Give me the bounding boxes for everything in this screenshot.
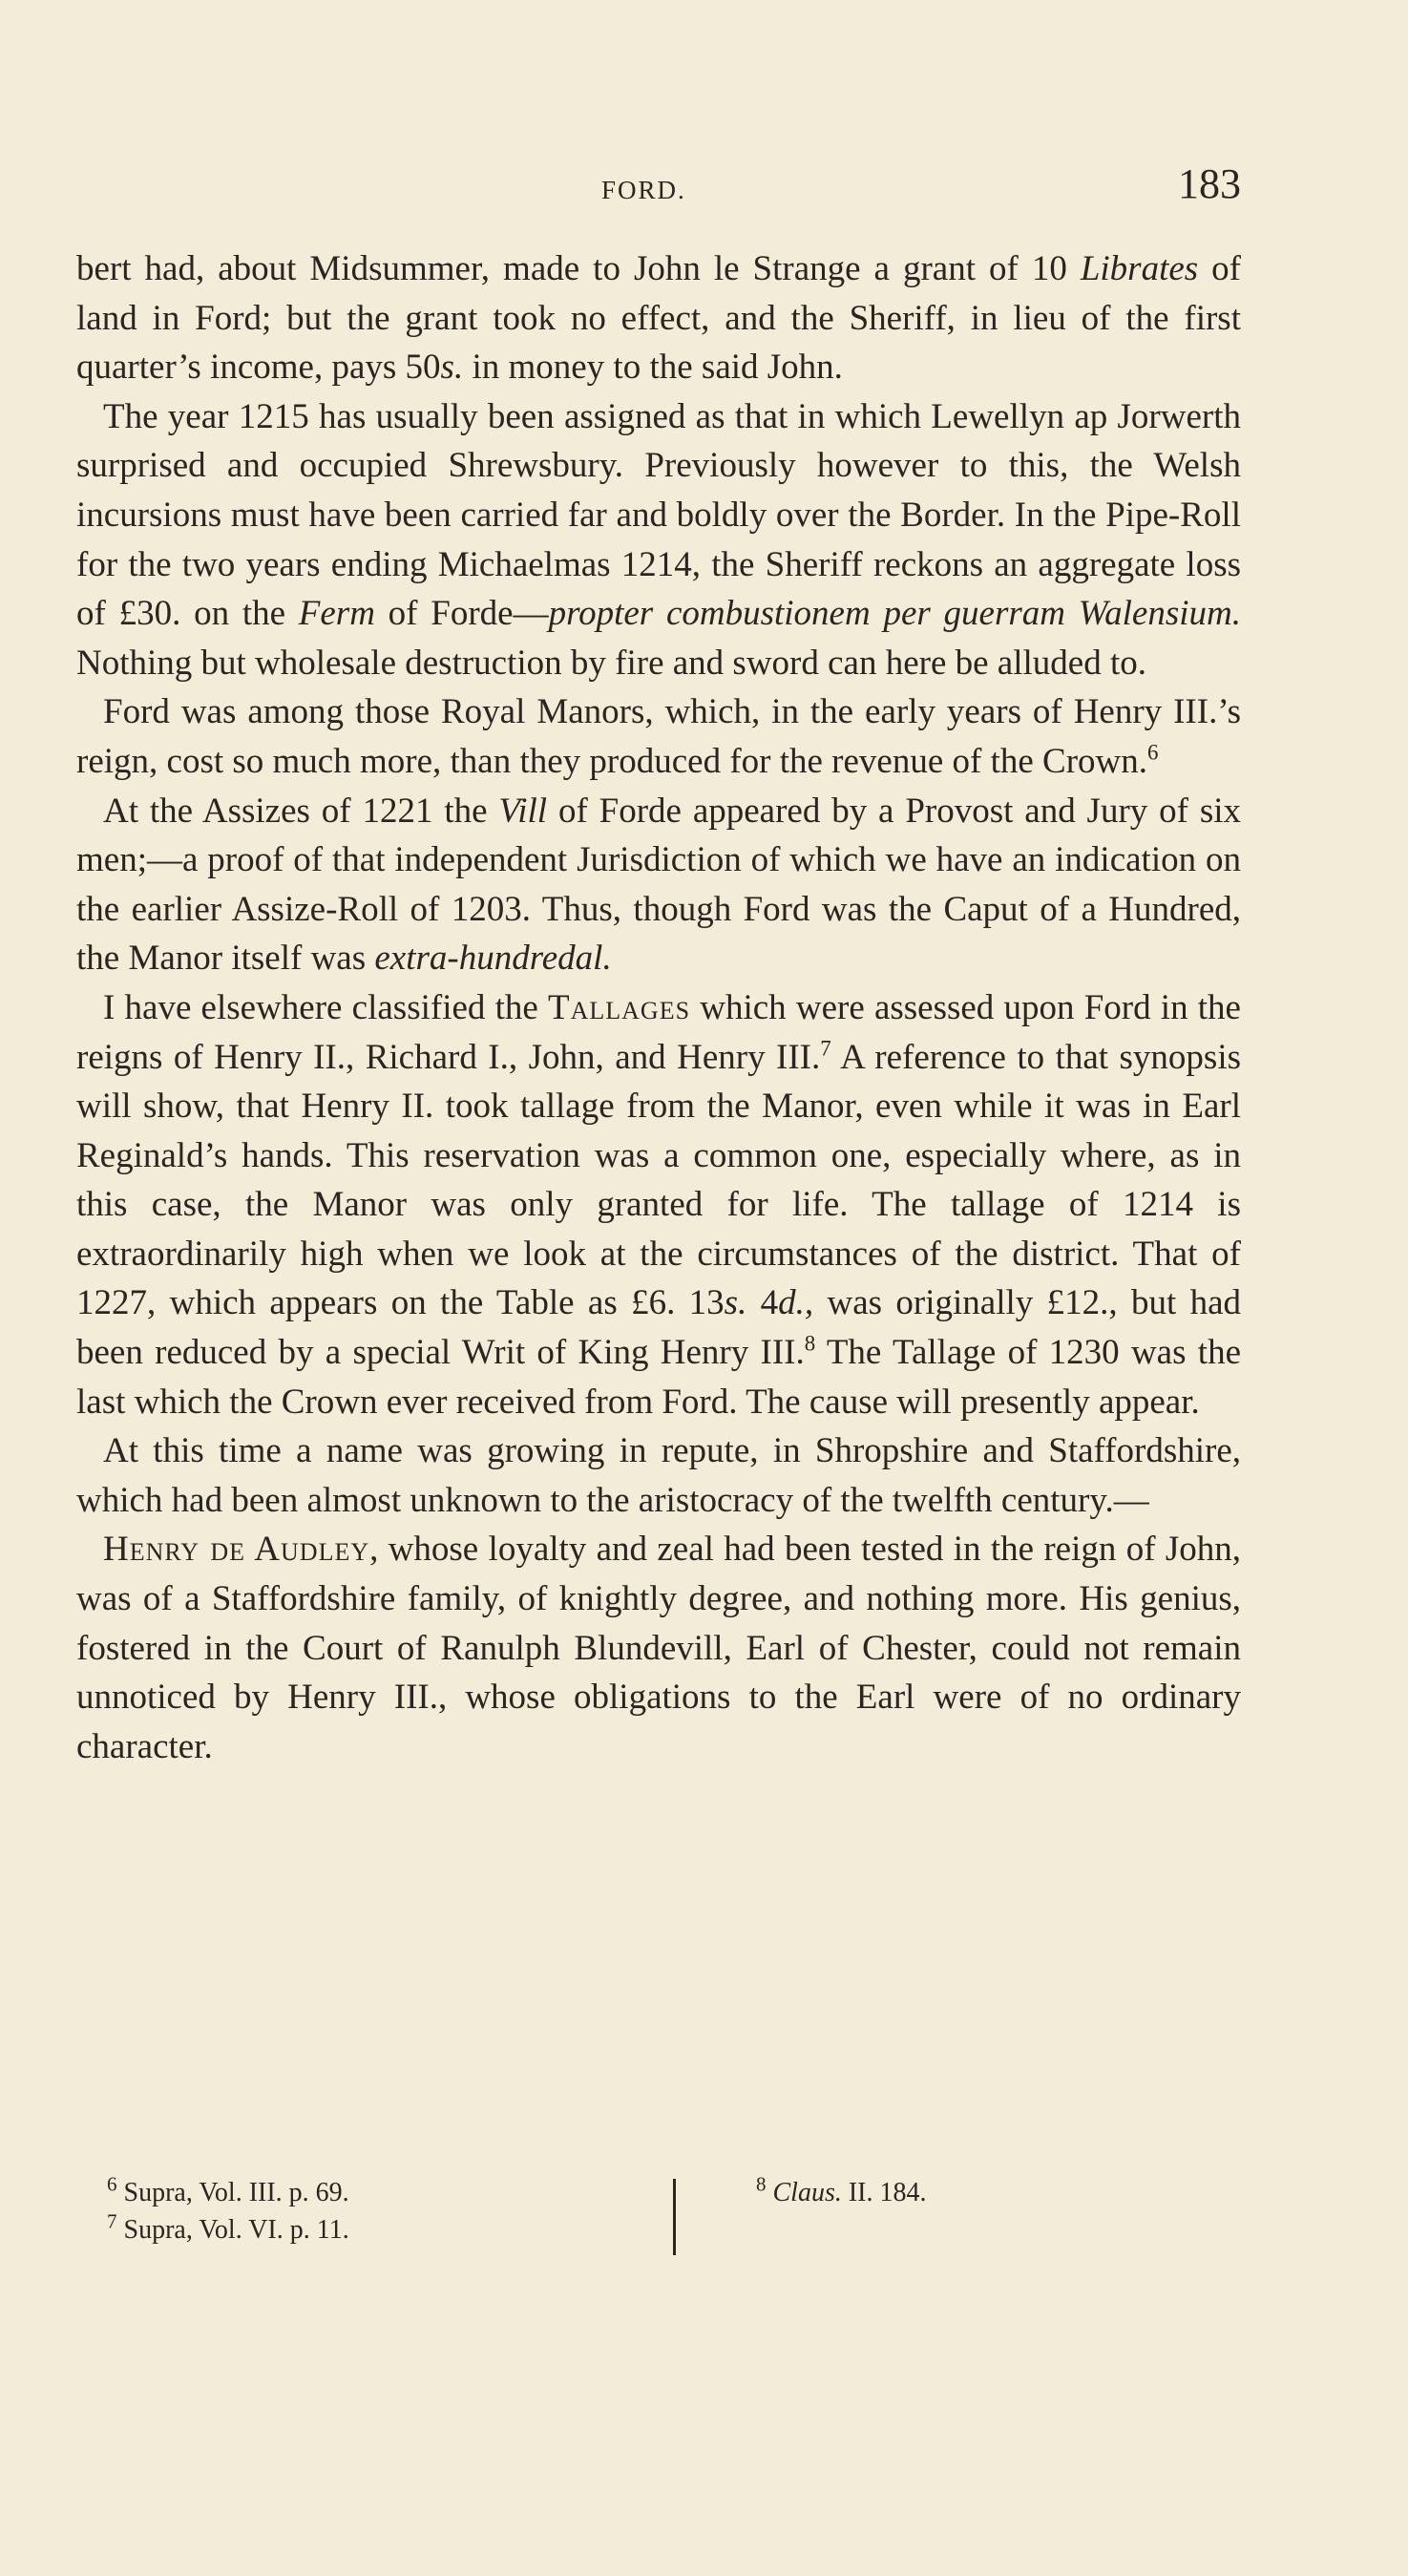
footnote-column-divider — [673, 2179, 676, 2255]
italic-text: propter combustionem per guerram Walensium. — [548, 594, 1241, 634]
footnote-number: 8 — [756, 2172, 767, 2196]
text-run: At the Assizes of 1221 the — [103, 791, 499, 831]
italic-text: Ferm — [298, 594, 375, 634]
paragraph — [76, 787, 1241, 983]
paragraph — [76, 983, 1241, 1426]
italic-text: Librates — [1080, 249, 1199, 288]
text-run: of Forde— — [374, 594, 549, 634]
paragraph — [76, 1525, 1241, 1771]
text-run: II. 184. — [841, 2178, 927, 2207]
body-text — [76, 244, 1241, 1771]
paragraph — [76, 244, 1241, 392]
italic-text: s. — [440, 348, 464, 388]
text-run: of land in Ford; but the grant took no effect, and the Sheriff, in lieu of the first quarter’s income, pays 50 — [76, 249, 1242, 388]
footnote-ref: 8 — [804, 1331, 816, 1356]
text-run: A reference to that synopsis will show, that Henry II. took tallage from the Manor, even while it was in Earl Reginald’s hands. This reservation was a common one, especially where, as in this case, the Manor was only granted for life. The tallage of 1214 is extraordinarily high when we look at the circumstances of the district. That of 1227, which appears on the Table as £6. 13 — [76, 1037, 1242, 1323]
footnotes-left-column — [76, 2174, 649, 2249]
paragraph — [76, 1426, 1241, 1525]
footnote — [76, 2211, 649, 2249]
paragraph — [76, 392, 1241, 688]
paragraph — [76, 687, 1241, 786]
footnote-number: 6 — [107, 2172, 117, 2196]
italic-text: Claus. — [772, 2178, 842, 2207]
text-run: The year 1215 has usually been assigned as that in which Lewellyn ap Jorwerth surprised and occupied Shrewsbury. Previously however to this, the Welsh incursions must have been carried far and boldly over the Border. In the Pipe-Roll for the two years ending Michaelmas 1214, the Sheriff reckons an aggregate loss of £30. on the — [76, 396, 1241, 634]
footnote-text: Supra, Vol. VI. p. 11. — [123, 2215, 349, 2245]
italic-text: d., — [778, 1283, 814, 1323]
italic-text: extra-hundredal. — [374, 939, 612, 979]
running-title: FORD. — [601, 176, 686, 204]
text-run: which were assessed upon Ford in the reigns of Henry II., Richard I., John, and Henry III. — [76, 987, 1241, 1077]
text-run: 4 — [746, 1283, 779, 1323]
text-run: Nothing but wholesale destruction by fire and sword can here be alluded to. — [76, 643, 1146, 683]
footnotes-right-column — [725, 2174, 1241, 2211]
footnote-number: 7 — [107, 2209, 117, 2233]
text-run: The Tallage of 1230 was the last which the Crown ever received from Ford. The cause will presently appear. — [76, 1333, 1241, 1422]
footnote-ref: 7 — [820, 1036, 831, 1061]
footnote-text: Supra, Vol. III. p. 69. — [123, 2178, 349, 2207]
italic-text: Vill — [498, 791, 548, 831]
page-header — [76, 155, 1241, 212]
page-number: 183 — [1178, 160, 1241, 207]
text-run: At this time a name was growing in repute, in Shropshire and Staffordshire, which had been almost unknown to the aristocracy of the twelfth century.— — [76, 1431, 1241, 1520]
text-run: of Forde appeared by a Provost and Jury of six men;—a proof of that independent Jurisdiction of which we have an indication on the earlier Assize-Roll of 1203. Thus, though Ford was the Caput of a Hundred, the Manor itself was — [76, 791, 1241, 979]
small-caps-text: Henry de Audley — [103, 1530, 370, 1570]
footnote — [76, 2174, 649, 2211]
text-run: in money to the said John. — [463, 348, 843, 388]
italic-text: s. — [724, 1283, 747, 1323]
text-run: was originally £12., but had been reduced by a special Writ of King Henry III. — [76, 1283, 1241, 1373]
small-caps-text: Tallages — [548, 987, 691, 1027]
footnote-ref: 6 — [1147, 740, 1159, 765]
text-run: bert had, about Midsummer, made to John le Strange a grant of 10 — [76, 249, 1081, 288]
text-run: Ford was among those Royal Manors, which, in the early years of Henry III.’s reign, cost so much more, than they produced for the revenue of the Crown. — [76, 692, 1241, 781]
footnote — [725, 2174, 1241, 2211]
text-run: , whose loyalty and zeal had been tested in the reign of John, was of a Staffordshire family, of knightly degree, and nothing more. His genius, fostered in the Court of Ranulph Blundevill, Earl of Chester, could not remain unnoticed by Henry III., whose obligations to the Earl were of no ordinary character. — [76, 1530, 1241, 1766]
text-run: I have elsewhere classified the — [103, 987, 548, 1027]
